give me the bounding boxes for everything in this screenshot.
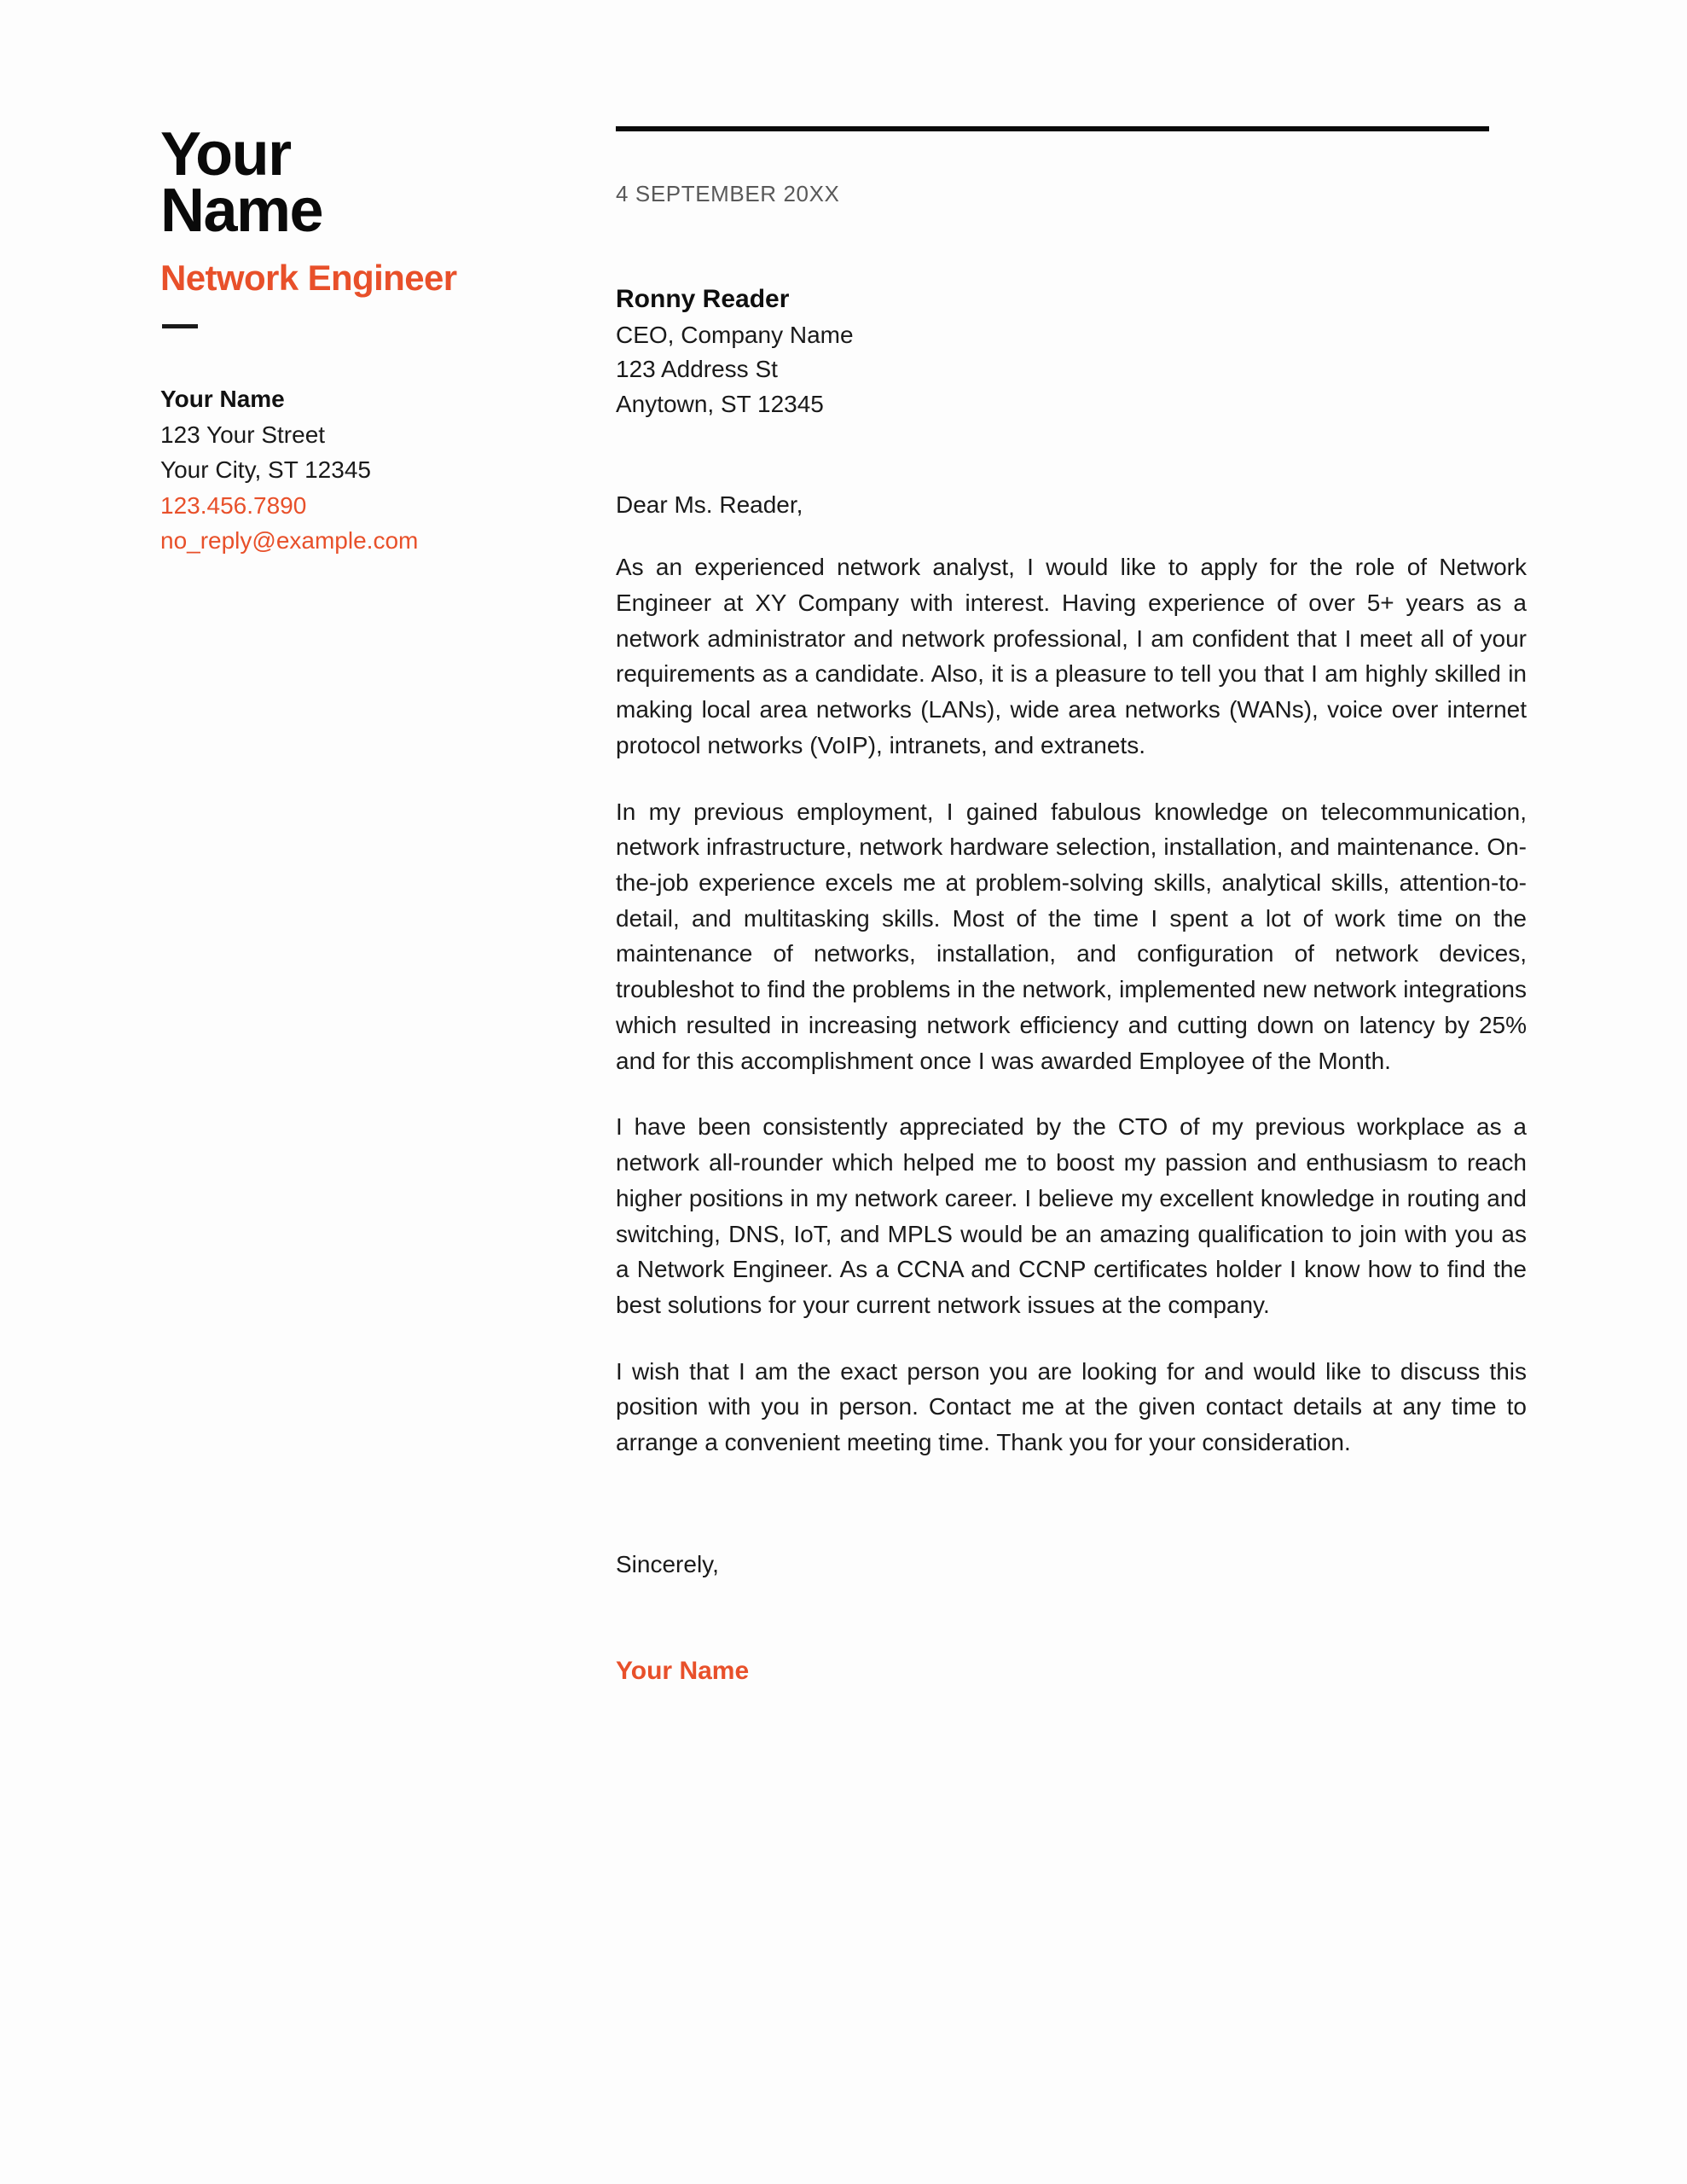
accent-divider-dash	[162, 324, 198, 328]
letter-closing: Sincerely,	[616, 1550, 719, 1577]
applicant-name-line-2: Name	[160, 177, 323, 246]
contact-email[interactable]: no_reply@example.com	[160, 527, 419, 555]
contact-phone[interactable]: 123.456.7890	[160, 491, 307, 519]
letter-paragraph-1	[616, 549, 1527, 763]
header-rule	[616, 126, 1489, 131]
applicant-contact-block	[160, 381, 561, 558]
recipient-name: Ronny Reader	[616, 285, 790, 313]
contact-name: Your Name	[160, 386, 285, 413]
paragraph-1-text-after-company: with interest. Having experience of over 5+ years as a network administrator and network professional, I am confident that I meet all of your requirements as a candidate. Also, it is a pleasure to tell you that I am highly skilled in making local area networks (LANs), wide area networks (WANs), voice over internet protocol networks (VoIP), intranets, and extranets.	[616, 590, 1527, 758]
recipient-city-state-zip: Anytown, ST 12345	[616, 390, 824, 417]
contact-city-state-zip: Your City, ST 12345	[160, 456, 371, 484]
letter-paragraph-2: In my previous employment, I gained fabulous knowledge on telecommunication, network infrastructure, network hardware selection, installation, and maintenance. On-the-job experience excels me at problem-solving skills, analytical skills, attention-to-detail, and multitasking skills. Most of the time I spent a lot of work time on the maintenance of networks, installation, and configuration of network devices, troubleshot to find the problems in the network, implemented new network integrations which resulted in increasing network efficiency and cutting down on latency by 25% and for this accomplishment once I was awarded Employee of the Month.	[616, 798, 1527, 1074]
letter-paragraph-4: I wish that I am the exact person you are looking for and would like to discuss this position with you in person. Contact me at the given contact details at any time to arrange a convenient meeting time. Thank you for your consideration.	[616, 1357, 1527, 1456]
letter-salutation: Dear Ms. Reader,	[616, 491, 803, 519]
letter-paragraph-3: I have been consistently appreciated by the CTO of my previous workplace as a network all-rounder which helped me to boost my passion and enthusiasm to reach higher positions in my network career. I believe my excellent knowledge in routing and switching, DNS, IoT, and MPLS would be an amazing qualification to join with you as a Network Engineer. As a CCNA and CCNP certificates holder I know how to find the best solutions for your current network issues at the company.	[616, 1113, 1527, 1318]
letter-signature: Your Name	[616, 1656, 750, 1685]
recipient-address-block	[616, 281, 1527, 421]
applicant-name-line-1: Your	[160, 120, 291, 189]
recipient-street: 123 Address St	[616, 356, 778, 383]
letter-column	[616, 126, 1527, 1686]
contact-street: 123 Your Street	[160, 421, 326, 448]
applicant-job-title: Network Engineer	[160, 258, 457, 299]
paragraph-1-text-before-company: As an experienced network analyst, I would like to apply for the role of Network Engineer at	[616, 554, 1527, 616]
recipient-title-company: CEO, Company Name	[616, 321, 854, 348]
applicant-name-heading	[160, 120, 382, 246]
sidebar	[160, 120, 561, 559]
letter-date: 4 SEPTEMBER 20XX	[616, 181, 840, 206]
paragraph-1-company-name: XY Company	[755, 590, 899, 616]
